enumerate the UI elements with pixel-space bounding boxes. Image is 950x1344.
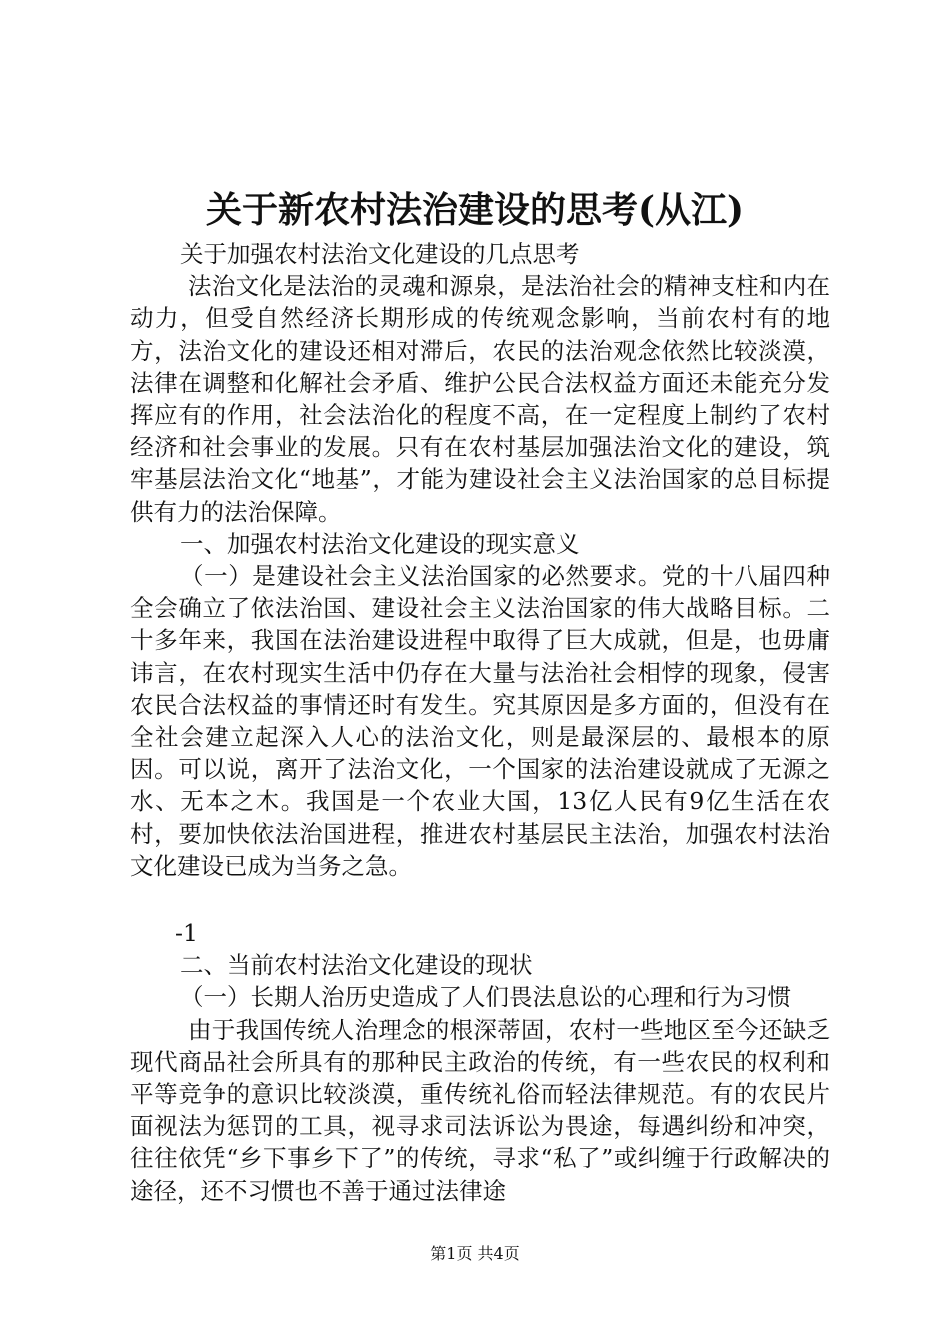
paragraph-section-1-1: （一）是建设社会主义法治国家的必然要求。党的十八届四种全会确立了依法治国、建设社会主义法治国家的伟大战略目标。二十多年来，我国在法治建设进程中取得了巨大成就，但是，也毋庸讳言，在农村现实生活中仍存在大量与法治社会相悖的现象，侵害农民合法权益的事情还时有发生。究其原因是多方面的，但没有在全社会建立起深入人心的法治文化，则是最深层的、最根本的原因。可以说，离开了法治文化，一个国家的法治建设就成了无源之水、无本之木。我国是一个农业大国，13亿人民有9亿生活在农村，要加快依法治国进程，推进农村基层民主法治，加强农村法治文化建设已成为当务之急。 xyxy=(130,562,830,880)
document-body xyxy=(130,238,830,1207)
page-footer: 第1页 共4页 xyxy=(430,1244,520,1263)
document-title: 关于新农村法治建设的思考(从江) xyxy=(205,189,745,231)
page-gap xyxy=(130,882,830,917)
inline-page-number: -1 xyxy=(175,919,198,948)
section-heading-1: 一、加强农村法治文化建设的现实意义 xyxy=(180,529,580,558)
paragraph-intro: 法治文化是法治的灵魂和源泉，是法治社会的精神支柱和内在动力，但受自然经济长期形成的传统观念影响，当前农村有的地方，法治文化的建设还相对滞后，农民的法治观念依然比较淡漠，法律在调整和化解社会矛盾、维护公民合法权益方面还未能充分发挥应有的作用，社会法治化的程度不高，在一定程度上制约了农村经济和社会事业的发展。只有在农村基层加强法治文化的建设，筑牢基层法治文化“地基”，才能为建设社会主义法治国家的总目标提供有力的法治保障。 xyxy=(130,272,830,526)
subsection-heading-2-1: （一）长期人治历史造成了人们畏法息讼的心理和行为习惯 xyxy=(180,983,791,1012)
paragraph-section-2-1: 由于我国传统人治理念的根深蒂固，农村一些地区至今还缺乏现代商品社会所具有的那种民主政治的传统，有一些农民的权利和平等竞争的意识比较淡漠，重传统礼俗而轻法律规范。有的农民片面视法为惩罚的工具，视寻求司法诉讼为畏途，每遇纠纷和冲突，往往依凭“乡下事乡下了”的传统，寻求“私了”或纠缠于行政解决的途径，还不习惯也不善于通过法律途 xyxy=(130,1015,830,1205)
section-heading-2: 二、当前农村法治文化建设的现状 xyxy=(180,951,533,980)
paragraph-subtitle: 关于加强农村法治文化建设的几点思考 xyxy=(180,240,580,268)
